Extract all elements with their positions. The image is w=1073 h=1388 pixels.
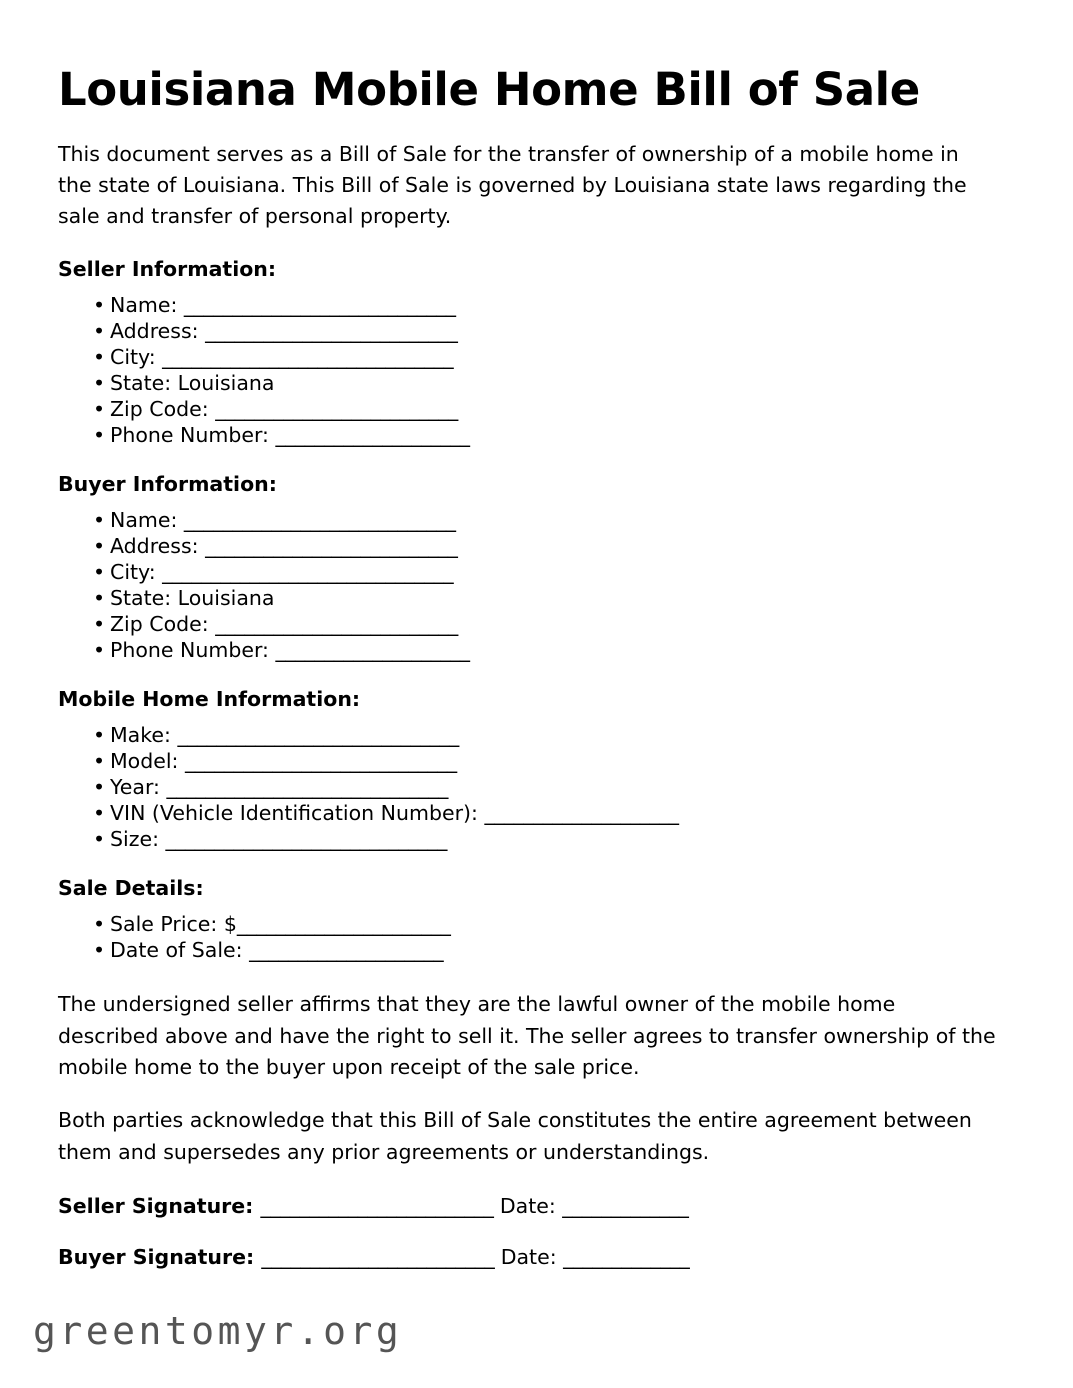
bullet-icon: • [93,559,106,584]
bullet-icon: • [93,422,106,447]
field-label: Zip Code: [110,396,216,421]
field-blank[interactable]: ____________________________ [184,749,457,774]
field-blank[interactable]: ____________________________ [183,507,456,532]
buyer-information-fields [58,496,1015,663]
seller-signature-row [58,1193,1015,1220]
mobile-home-information-heading: Mobile Home Information: [58,687,361,712]
field-label: Name: [110,507,184,532]
list-item [58,748,1015,774]
field-blank[interactable]: ____________________ [275,422,470,447]
field-blank[interactable]: _____________________________ [177,723,459,748]
list-item [58,611,1015,637]
bullet-icon: • [93,292,106,317]
field-label: Name: [110,292,184,317]
field-blank[interactable]: __________________________ [205,533,458,558]
field-label: State: Louisiana [110,370,275,395]
field-label: City: [110,344,163,369]
list-item [58,370,1015,396]
page-title: Louisiana Mobile Home Bill of Sale [58,63,920,116]
field-label: Size: [110,827,166,852]
bullet-icon: • [93,507,106,532]
field-label: Make: [110,723,178,748]
field-label: Date of Sale: [110,938,250,963]
list-item [58,559,1015,585]
bullet-icon: • [93,827,106,852]
field-blank[interactable]: _____________________________ [165,827,447,852]
mobile-home-information-fields [58,711,1015,852]
closing-paragraph-1: The undersigned seller affirms that they are the lawful owner of the mobile home described above and have the right to sell it. The seller agrees to transfer ownership of the mobile home to the buyer upon receipt of the sale price. [58,992,996,1079]
field-label: Phone Number: [110,422,276,447]
list-item [58,533,1015,559]
field-label: Zip Code: [110,611,216,636]
bullet-icon: • [93,611,106,636]
bullet-icon: • [93,533,106,558]
sale-details-heading: Sale Details: [58,876,204,901]
field-blank[interactable]: ______________________________ [162,344,454,369]
buyer-date-line[interactable]: _____________ [563,1244,690,1269]
field-blank[interactable]: ____________________ [275,638,470,663]
field-label: State: Louisiana [110,585,275,610]
list-item [58,507,1015,533]
bullet-icon: • [93,749,106,774]
bullet-icon: • [93,801,106,826]
bullet-icon: • [93,585,106,610]
field-blank[interactable]: ____________________ [484,801,679,826]
list-item [58,937,1015,963]
buyer-signature-line[interactable]: ________________________ [261,1244,495,1269]
field-label: Year: [110,775,167,800]
seller-information-fields [58,281,1015,448]
list-item [58,422,1015,448]
field-blank[interactable]: __________________________ [205,318,458,343]
bullet-icon: • [93,396,106,421]
list-item [58,292,1015,318]
field-label: Address: [110,318,206,343]
seller-signature-line[interactable]: ________________________ [260,1194,494,1219]
bullet-icon: • [93,370,106,395]
list-item [58,911,1015,937]
field-blank[interactable]: _________________________ [215,611,458,636]
signature-block [58,1168,1015,1270]
field-blank[interactable]: ____________________ [249,938,444,963]
field-blank[interactable]: _____________________________ [166,775,448,800]
field-label: Sale Price: $ [110,912,237,937]
field-label: Phone Number: [110,638,276,663]
buyer-signature-row [58,1220,1015,1271]
field-blank[interactable]: ____________________________ [183,292,456,317]
list-item [58,722,1015,748]
field-label: Model: [110,749,185,774]
bullet-icon: • [93,344,106,369]
bullet-icon: • [93,638,106,663]
list-item [58,774,1015,800]
buyer-information-heading: Buyer Information: [58,471,277,496]
seller-signature-label: Seller Signature: [58,1194,261,1219]
bullet-icon: • [93,775,106,800]
seller-date-line[interactable]: _____________ [562,1194,689,1219]
list-item [58,396,1015,422]
list-item [58,800,1015,826]
seller-date-label: Date: [493,1194,563,1219]
intro-paragraph: This document serves as a Bill of Sale for the transfer of ownership of a mobile home in the state of Louisiana. This Bill of Sale is governed by Louisiana state laws regarding the sale and transfer of personal property. [58,141,967,229]
buyer-signature-label: Buyer Signature: [58,1244,262,1269]
seller-information-heading: Seller Information: [58,256,277,281]
list-item [58,585,1015,611]
field-blank[interactable]: ______________________________ [162,559,454,584]
bullet-icon: • [93,723,106,748]
bullet-icon: • [93,318,106,343]
sale-details-fields [58,900,1015,963]
list-item [58,826,1015,852]
list-item [58,637,1015,663]
buyer-date-label: Date: [494,1244,564,1269]
bullet-icon: • [93,938,106,963]
field-blank[interactable]: _________________________ [215,396,458,421]
list-item [58,344,1015,370]
list-item [58,318,1015,344]
closing-paragraph-2: Both parties acknowledge that this Bill of Sale constitutes the entire agreement between them and supersedes any prior agreements or understandings. [58,1108,972,1164]
field-blank[interactable]: ______________________ [236,912,451,937]
field-label: Address: [110,533,206,558]
bullet-icon: • [93,912,106,937]
field-label: City: [110,559,163,584]
field-label: VIN (Vehicle Identification Number): [110,801,485,826]
site-watermark: greentomyr.org [33,1309,403,1353]
